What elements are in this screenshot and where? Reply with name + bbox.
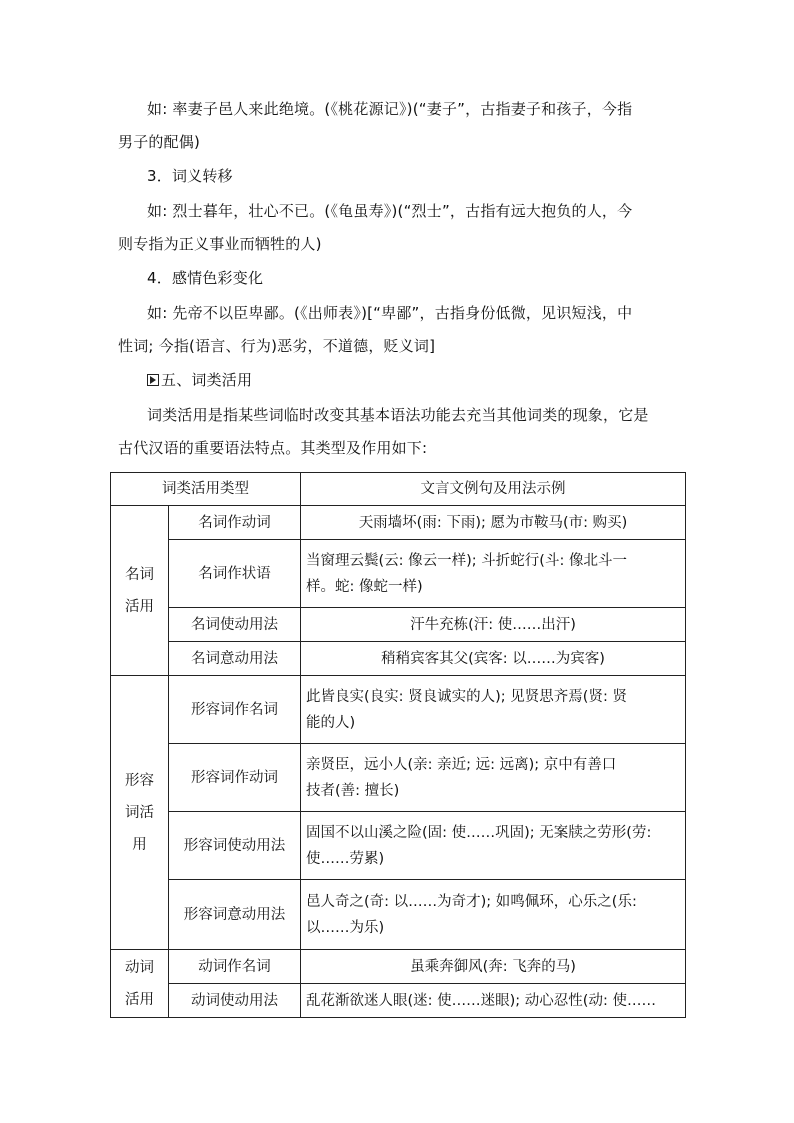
category-line: 形容	[125, 772, 154, 789]
example-cell: 汗牛充栋(汗: 使……出汗)	[301, 608, 686, 642]
table-row	[111, 676, 686, 744]
table-row	[111, 642, 686, 676]
example-paragraph-4-cont: 性词; 今指(语言、行为)恶劣，不道德，贬义词]	[118, 337, 436, 355]
example-paragraph-4: 如: 先帝不以臣卑鄙。(《出师表》)[“卑鄙”，古指身份低微，见识短浅，中	[147, 304, 633, 322]
example-line: 亲贤臣，远小人(亲: 亲近; 远: 远离); 京中有善口	[306, 756, 617, 773]
word-class-table	[110, 472, 686, 1018]
subtype-cell: 名词使动用法	[169, 608, 301, 642]
subtype-cell: 动词作名词	[169, 950, 301, 984]
example-cell	[301, 880, 686, 950]
subtype-cell: 动词使动用法	[169, 984, 301, 1018]
example-line: 使……劳累)	[306, 850, 385, 867]
example-line: 此皆良实(良实: 贤良诚实的人); 见贤思齐焉(贤: 贤	[306, 688, 627, 705]
example-cell: 虽乘奔御风(奔: 飞奔的马)	[301, 950, 686, 984]
example-line: 固国不以山溪之险(固: 使……巩固); 无案牍之劳形(劳:	[306, 824, 652, 841]
example-line: 当窗理云鬓(云: 像云一样); 斗折蛇行(斗: 像北斗一	[306, 552, 627, 569]
example-line: 样。蛇: 像蛇一样)	[306, 578, 423, 595]
example-cell	[301, 744, 686, 812]
category-cell-adjective	[111, 676, 169, 950]
table-row	[111, 984, 686, 1018]
example-paragraph-3-cont: 则专指为正义事业而牺牲的人)	[118, 235, 322, 253]
category-line: 用	[132, 836, 147, 853]
category-line: 动词	[125, 959, 154, 976]
example-cell	[301, 540, 686, 608]
table-row	[111, 744, 686, 812]
example-line: 以……为乐)	[306, 919, 385, 936]
example-paragraph-1: 如: 率妻子邑人来此绝境。(《桃花源记》)(“妻子”，古指妻子和孩子，今指	[147, 100, 633, 118]
example-cell	[301, 812, 686, 880]
example-line: 邑人奇之(奇: 以……为奇才); 如鸣佩环，心乐之(乐:	[306, 893, 637, 910]
category-line: 名词	[125, 566, 154, 583]
example-paragraph-1-cont: 男子的配偶)	[118, 133, 201, 151]
subtype-cell: 形容词意动用法	[169, 880, 301, 950]
section-heading-text: 五、词类活用	[161, 371, 253, 389]
example-cell	[301, 676, 686, 744]
category-cell-noun	[111, 506, 169, 676]
example-cell: 天雨墙坏(雨: 下雨); 愿为市鞍马(市: 购买)	[301, 506, 686, 540]
header-example: 文言文例句及用法示例	[301, 473, 686, 506]
table-row	[111, 506, 686, 540]
subtype-cell: 名词作状语	[169, 540, 301, 608]
subtype-cell: 形容词使动用法	[169, 812, 301, 880]
category-line: 活用	[125, 598, 154, 615]
header-type: 词类活用类型	[111, 473, 301, 506]
table-row	[111, 950, 686, 984]
heading-emotional-color: 4．感情色彩变化	[147, 269, 264, 287]
table-row	[111, 540, 686, 608]
intro-paragraph-cont: 古代汉语的重要语法特点。其类型及作用如下:	[118, 439, 428, 457]
table-row	[111, 608, 686, 642]
example-line: 能的人)	[306, 714, 356, 731]
section-heading	[147, 369, 252, 391]
subtype-cell: 名词作动词	[169, 506, 301, 540]
category-line: 活用	[125, 991, 154, 1008]
example-cell: 乱花渐欲迷人眼(迷: 使……迷眼); 动心忍性(动: 使……	[301, 984, 686, 1018]
table-row	[111, 812, 686, 880]
category-cell-verb	[111, 950, 169, 1018]
play-box-icon	[147, 374, 159, 386]
example-cell: 稍稍宾客其父(宾客: 以……为宾客)	[301, 642, 686, 676]
subtype-cell: 名词意动用法	[169, 642, 301, 676]
heading-semantic-shift: 3．词义转移	[147, 167, 233, 185]
table-row	[111, 880, 686, 950]
category-line: 词活	[125, 804, 154, 821]
example-line: 技者(善: 擅长)	[306, 782, 400, 799]
subtype-cell: 形容词作名词	[169, 676, 301, 744]
subtype-cell: 形容词作动词	[169, 744, 301, 812]
example-paragraph-3: 如: 烈士暮年，壮心不已。(《龟虽寿》)(“烈士”，古指有远大抱负的人，今	[147, 202, 633, 220]
table-header-row	[111, 473, 686, 506]
intro-paragraph: 词类活用是指某些词临时改变其基本语法功能去充当其他词类的现象，它是	[147, 406, 649, 424]
